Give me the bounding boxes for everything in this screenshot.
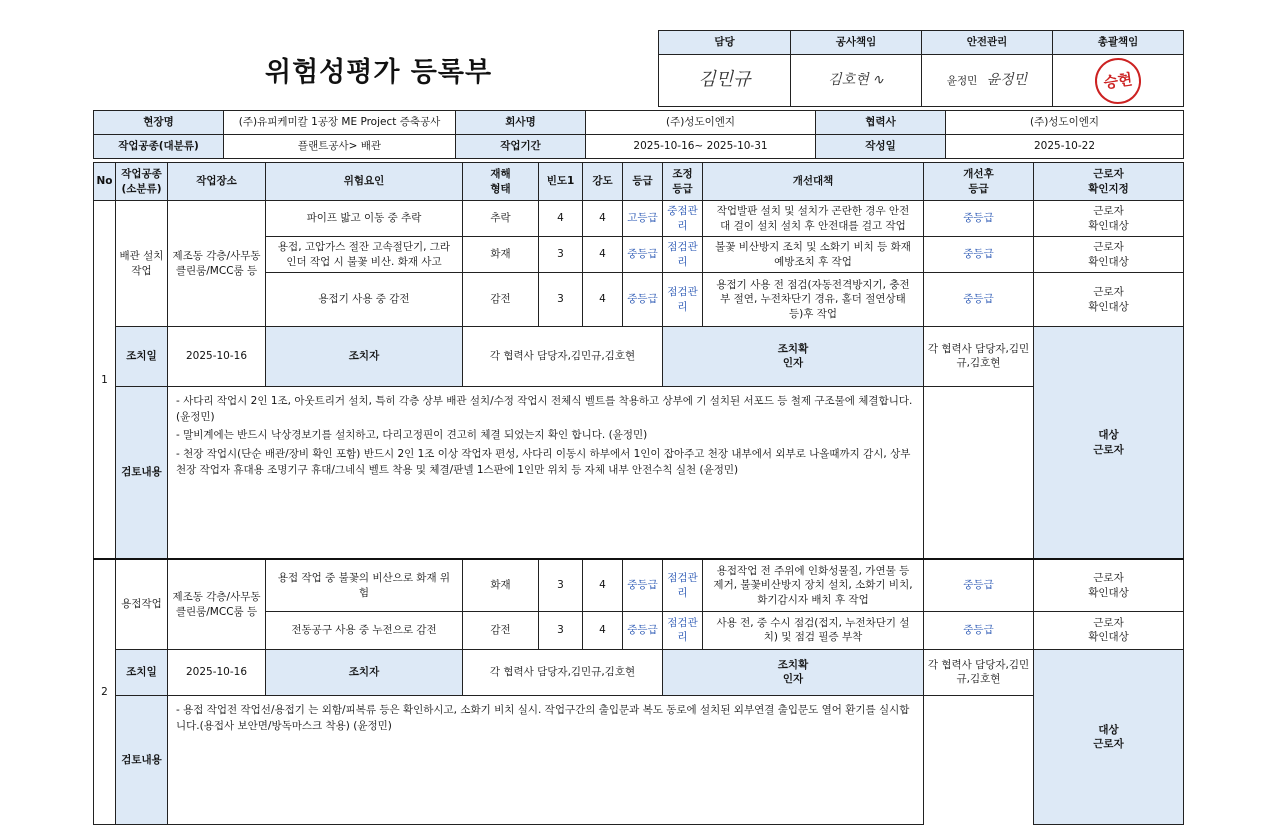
anjeon-name: 윤정민	[946, 75, 978, 88]
confirmer-label: 조치확 인자	[663, 327, 924, 387]
review-line: - 사다리 작업시 2인 1조, 아웃트리거 설치, 특히 각층 상부 배관 설치/수정 작업시 전체식 벨트를 착용하고 상부에 기 설치된 서포드 등 철제 구조물에 체결합니다. (윤정민)	[176, 394, 913, 424]
disaster-type: 화재	[463, 559, 539, 611]
work-value: 플랜트공사> 배관	[224, 135, 456, 159]
site-value: (주)유피케미칼 1공장 ME Project 증축공사	[224, 111, 456, 135]
approval-header-anjeon: 안전관리	[922, 31, 1053, 55]
company-value: (주)성도이엔지	[586, 111, 816, 135]
signature-gongsa	[791, 55, 922, 107]
place: 제조동 각층/사무동 클린룸/MCC룸 등	[168, 559, 266, 649]
subwork: 용접작업	[116, 559, 168, 649]
action-date-label: 조치일	[116, 327, 168, 387]
grade: 중등급	[623, 559, 663, 611]
after-grade: 중등급	[924, 559, 1034, 611]
signature-chonggwal	[1053, 55, 1184, 107]
frequency: 3	[539, 273, 583, 327]
disaster-type: 감전	[463, 273, 539, 327]
severity: 4	[583, 237, 623, 273]
grade: 고등급	[623, 201, 663, 237]
date-value: 2025-10-22	[946, 135, 1184, 159]
signature-text: 김민규	[698, 69, 751, 91]
after-grade: 중등급	[924, 237, 1034, 273]
period-value: 2025-10-16~ 2025-10-31	[586, 135, 816, 159]
col-after: 개선후 등급	[924, 163, 1034, 201]
col-place: 작업장소	[168, 163, 266, 201]
work-label: 작업공종(대분류)	[94, 135, 224, 159]
approval-table	[658, 30, 1184, 107]
site-label: 현장명	[94, 111, 224, 135]
risk-row	[94, 559, 1184, 611]
col-no: No	[94, 163, 116, 201]
action-date-label: 조치일	[116, 649, 168, 695]
grade: 중등급	[623, 611, 663, 649]
signature-damdang	[659, 55, 791, 107]
adjusted-grade: 점검관 리	[663, 273, 703, 327]
actor: 각 협력사 담당자,김민규,김호현	[463, 649, 663, 695]
confirmer-label: 조치확 인자	[663, 649, 924, 695]
signature-anjeon	[922, 55, 1053, 107]
approval-header-damdang: 담당	[659, 31, 791, 55]
risk-factor: 전동공구 사용 중 누전으로 감전	[266, 611, 463, 649]
review-content	[168, 386, 924, 559]
measure: 용접작업 전 주위에 인화성물질, 가연물 등 제거, 불꽃비산방지 장치 설치, 소화기 비치, 화기감시자 배치 후 작업	[703, 559, 924, 611]
col-subwork: 작업공종 (소분류)	[116, 163, 168, 201]
review-line: - 말비계에는 반드시 낙상경보기를 설치하고, 다리고정핀이 견고히 체결 되었는지 확인 합니다. (윤정민)	[176, 429, 648, 442]
review-row	[94, 696, 1184, 825]
date-label: 작성일	[816, 135, 946, 159]
col-worker: 근로자 확인지정	[1034, 163, 1184, 201]
review-label: 검토내용	[116, 386, 168, 559]
review-line: - 용접 작업전 작업선/용접기 는 외함/피복류 등은 확인하시고, 소화기 비치 실시. 작업구간의 출입문과 복도 동로에 설치된 외부연결 출입문도 열어 환기를 실시합니다.(용접사 보안면/방독마스크 착용) (윤정민)	[176, 704, 910, 733]
worker-confirm: 근로자 확인대상	[1034, 611, 1184, 649]
frequency: 4	[539, 201, 583, 237]
subwork: 배관 설치 작업	[116, 201, 168, 327]
approval-header-chonggwal: 총괄책임	[1053, 31, 1184, 55]
worker-confirm: 근로자 확인대상	[1034, 201, 1184, 237]
confirmer: 각 협력사 담당자,김민규,김호현	[924, 327, 1034, 387]
signature-scribble-icon: ∿	[872, 72, 884, 89]
col-adj: 조정 등급	[663, 163, 703, 201]
measure: 불꽃 비산방지 조치 및 소화기 비치 등 화재 예방조치 후 작업	[703, 237, 924, 273]
action-date: 2025-10-16	[168, 649, 266, 695]
partner-value: (주)성도이엔지	[946, 111, 1184, 135]
risk-factor: 용접 작업 중 불꽃의 비산으로 화재 위 험	[266, 559, 463, 611]
severity: 4	[583, 559, 623, 611]
disaster-type: 화재	[463, 237, 539, 273]
review-content	[168, 696, 924, 825]
col-measure: 개선대책	[703, 163, 924, 201]
company-label: 회사명	[456, 111, 586, 135]
adjusted-grade: 점검관 리	[663, 611, 703, 649]
actor: 각 협력사 담당자,김민규,김호현	[463, 327, 663, 387]
confirmer: 각 협력사 담당자,김민규,김호현	[924, 649, 1034, 695]
col-freq: 빈도1	[539, 163, 583, 201]
frequency: 3	[539, 237, 583, 273]
after-grade: 중등급	[924, 201, 1034, 237]
col-risk: 위험요인	[266, 163, 463, 201]
disaster-type: 감전	[463, 611, 539, 649]
measure: 용접기 사용 전 점검(자동전격방지기, 충전 부 절연, 누전차단기 경유, 홀더 절연상태 등)후 작업	[703, 273, 924, 327]
measure: 사용 전, 중 수시 점검(접지, 누전차단기 설 치) 및 점검 필증 부착	[703, 611, 924, 649]
action-date: 2025-10-16	[168, 327, 266, 387]
adjusted-grade: 중점관 리	[663, 201, 703, 237]
signature-text: 김호현	[828, 72, 869, 89]
info-table	[93, 110, 1184, 159]
frequency: 3	[539, 559, 583, 611]
measure: 작업발판 설치 및 설치가 곤란한 경우 안전 대 걸이 설치 설치 후 안전대를 걸고 작업	[703, 201, 924, 237]
severity: 4	[583, 611, 623, 649]
section-no: 2	[94, 559, 116, 824]
header-row	[94, 163, 1184, 201]
review-line: - 천장 작업시(단순 배관/장비 확인 포함) 반드시 2인 1조 이상 작업자 편성, 사다리 이동시 하부에서 1인이 잡아주고 천장 내부에서 외부로 나올때까지 감시, 상부 천장 작업자 휴대용 조명기구 휴대/그네식 벨트 착용 및 체결/판넬 1스판에 1인만 위치 등 자체 내부 안전수칙 실천 (윤정민)	[176, 447, 911, 476]
risk-table	[93, 162, 1184, 825]
frequency: 3	[539, 611, 583, 649]
action-row	[94, 649, 1184, 695]
risk-row	[94, 201, 1184, 237]
section-no: 1	[94, 201, 116, 560]
grade: 중등급	[623, 237, 663, 273]
severity: 4	[583, 201, 623, 237]
after-grade: 중등급	[924, 611, 1034, 649]
actor-label: 조치자	[266, 327, 463, 387]
partner-label: 협력사	[816, 111, 946, 135]
approval-header-gongsa: 공사책임	[791, 31, 922, 55]
place: 제조동 각층/사무동 클린룸/MCC룸 등	[168, 201, 266, 327]
action-row	[94, 327, 1184, 387]
col-type: 재해 형태	[463, 163, 539, 201]
review-label: 검토내용	[116, 696, 168, 825]
severity: 4	[583, 273, 623, 327]
after-grade: 중등급	[924, 273, 1034, 327]
period-label: 작업기간	[456, 135, 586, 159]
target-label: 대상 근로자	[1034, 327, 1184, 560]
adjusted-grade: 점검관 리	[663, 559, 703, 611]
red-seal-icon: 승현	[1092, 55, 1144, 107]
worker-confirm: 근로자 확인대상	[1034, 237, 1184, 273]
col-sev: 강도	[583, 163, 623, 201]
risk-factor: 용접, 고압가스 절잔 고속절단기, 그라 인더 작업 시 불꽃 비산. 화재 사고	[266, 237, 463, 273]
col-grade: 등급	[623, 163, 663, 201]
adjusted-grade: 점검관 리	[663, 237, 703, 273]
risk-factor: 파이프 밟고 이동 중 추락	[266, 201, 463, 237]
worker-confirm: 근로자 확인대상	[1034, 559, 1184, 611]
target-label: 대상 근로자	[1034, 649, 1184, 824]
worker-confirm: 근로자 확인대상	[1034, 273, 1184, 327]
signature-text: 윤정민	[986, 72, 1028, 89]
disaster-type: 추락	[463, 201, 539, 237]
actor-label: 조치자	[266, 649, 463, 695]
risk-factor: 용접기 사용 중 감전	[266, 273, 463, 327]
document-title: 위험성평가 등록부	[265, 57, 493, 88]
review-row	[94, 386, 1184, 559]
grade: 중등급	[623, 273, 663, 327]
